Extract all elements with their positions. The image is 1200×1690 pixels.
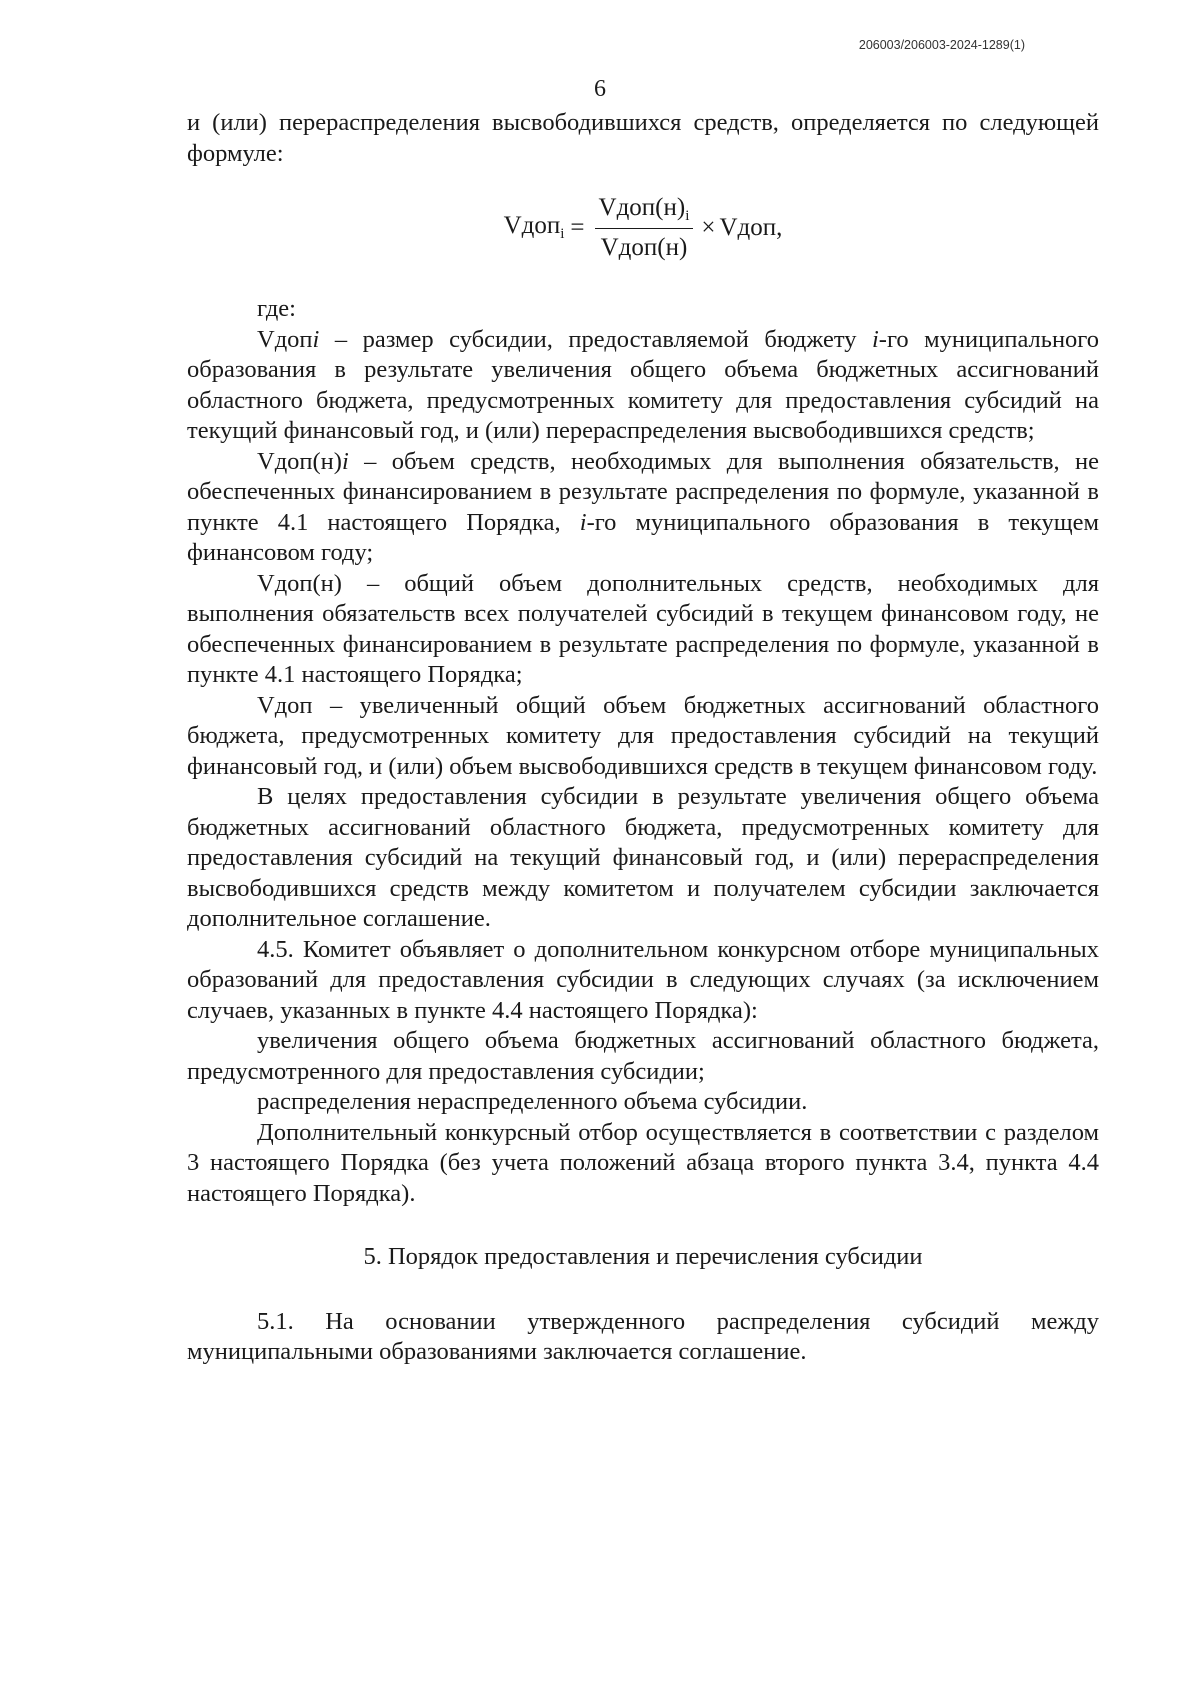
paragraph-5-1: 5.1. На основании утвержденного распределения субсидий между муниципальными образованиями заключается соглашение.: [187, 1307, 1099, 1365]
formula-fraction: [595, 195, 694, 260]
formula-numerator: $Vдоп(н)_i$: [595, 195, 694, 229]
formula-rhs: Vдоп,: [719, 214, 783, 241]
formula-eq: =: [570, 214, 585, 241]
definition-1: Vдопi – размер субсидии, предоставляемой бюджету i-го муниципального образования в результате увеличения общего объема бюджетных ассигнований областного бюджета, предусмотренных комитету для предоставления субсидий на текущий финансовый год, и (или) перераспределения высвободившихся средств;: [187, 325, 1099, 444]
section-5-heading: 5. Порядок предоставления и перечисления субсидии: [363, 1243, 923, 1270]
document-body: [187, 108, 1099, 1368]
formula-lhs: Vдоп$_i$: [503, 212, 565, 242]
formula-times: ×: [701, 214, 716, 241]
formula: [187, 195, 1099, 260]
paragraph-supplementary-agreement: В целях предоставления субсидии в результате увеличения общего объема бюджетных ассигнований областного бюджета, предусмотренных комитету для предоставления субсидий на текущий финансовый год, и (или) перераспределения высвободившихся средств между комитетом и получателем субсидии заключается дополнительное соглашение.: [187, 783, 1099, 932]
definition-4: Vдоп – увеличенный общий объем бюджетных ассигнований областного бюджета, предусмотренных комитету для предоставления субсидий на текущий финансовый год, и (или) объем высвободившихся средств в текущем финансовом году.: [187, 691, 1099, 780]
definition-2: Vдоп(н)i – объем средств, необходимых для выполнения обязательств, не обеспеченных финансированием в результате распределения по формуле, указанной в пункте 4.1 настоящего Порядка, i-го муниципального образования в текущем финансовом году;: [187, 447, 1099, 566]
where-label: где:: [257, 295, 296, 322]
intro-paragraph: и (или) перераспределения высвободившихся средств, определяется по следующей формуле:: [187, 109, 1099, 167]
case-item-1: увеличения общего объема бюджетных ассигнований областного бюджета, предусмотренного для предоставления субсидии;: [187, 1027, 1099, 1085]
case-item-2: распределения нераспределенного объема субсидии.: [257, 1088, 808, 1115]
definition-3: Vдоп(н) – общий объем дополнительных средств, необходимых для выполнения обязательств всех получателей субсидий в текущем финансовом году, не обеспеченных финансированием в результате распределения по формуле, указанной в пункте 4.1 настоящего Порядка;: [187, 569, 1099, 688]
paragraph-additional-selection: Дополнительный конкурсный отбор осуществляется в соответствии с разделом 3 настоящего Порядка (без учета положений абзаца второго пункта 3.4, пункта 4.4 настоящего Порядка).: [187, 1118, 1099, 1207]
document-id: 206003/206003-2024-1289(1): [858, 38, 1025, 52]
formula-denominator: Vдоп(н): [600, 234, 688, 261]
paragraph-4-5: 4.5. Комитет объявляет о дополнительном конкурсном отборе муниципальных образований для предоставления субсидии в следующих случаях (за исключением случаев, указанных в пункте 4.4 настоящего Порядка):: [187, 935, 1099, 1024]
page-number: 6: [594, 76, 606, 102]
